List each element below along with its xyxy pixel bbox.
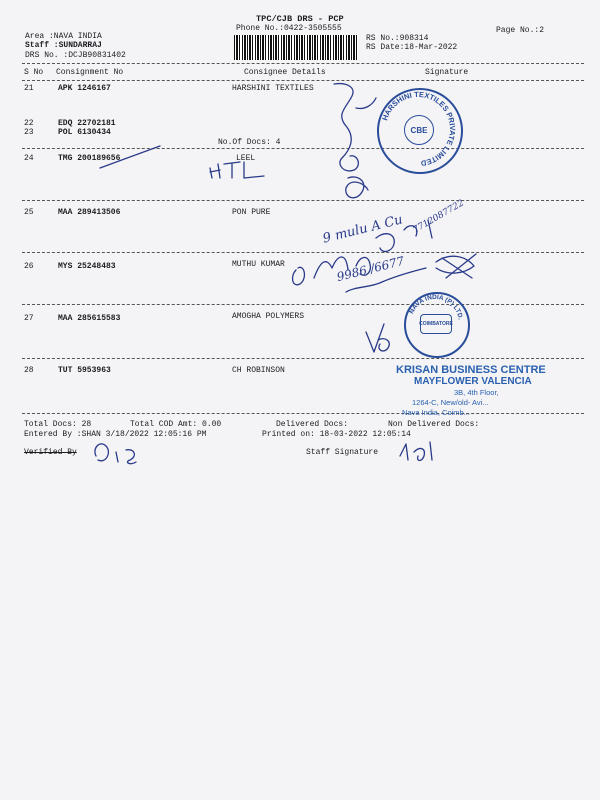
- row-consignment: TUT 5953963: [58, 366, 111, 375]
- total-docs: Total Docs: 28: [24, 420, 92, 429]
- entered-by: Entered By :SHAN 3/18/2022 12:05:16 PM: [24, 430, 207, 439]
- row-consignee: No.Of Docs: 4: [218, 138, 281, 147]
- area: Area :NAVA INDIA: [25, 32, 102, 41]
- row-sno: 22: [24, 119, 34, 128]
- phone-number: Phone No.:0422-3505555: [236, 24, 342, 33]
- row-divider: [22, 200, 584, 201]
- page-number: Page No.:2: [496, 26, 545, 35]
- svg-text:NAVA INDIA (P) LTD.: NAVA INDIA (P) LTD.: [408, 293, 464, 321]
- slash-mark: [96, 142, 166, 172]
- row-consignment: MAA 289413506: [58, 208, 121, 217]
- signature-row-27: [362, 318, 402, 358]
- col-header-consignee: Consignee Details: [244, 68, 326, 77]
- row-sno: 21: [24, 84, 34, 93]
- harshini-company-stamp: [377, 88, 463, 174]
- row-consignee: MUTHU KUMAR: [232, 260, 285, 269]
- row-consignment: MYS 25248483: [58, 262, 116, 271]
- staff-signature-label: Staff Signature: [306, 448, 379, 457]
- stamp-center: COIMBATORE: [420, 314, 452, 334]
- staff-signature: [396, 436, 456, 466]
- row-divider: [22, 304, 584, 305]
- signature-row-24: [206, 150, 276, 180]
- document-title: TPC/CJB DRS - PCP: [256, 14, 344, 24]
- svg-text:HARSHINI TEXTILES PRIVATE LIMI: HARSHINI TEXTILES PRIVATE LIMITED: [380, 89, 458, 168]
- handwritten-name: 9 mulu A Cu: [321, 212, 405, 247]
- total-cod-amount: Total COD Amt: 0.00: [130, 420, 222, 429]
- row-sno: 27: [24, 314, 34, 323]
- row-consignee: HARSHINI TEXTILES: [232, 84, 314, 93]
- row-consignee: LEEL: [236, 154, 256, 163]
- row-consignee: PON PURE: [232, 208, 271, 217]
- krisan-stamp-line: 3B, 4th Floor,: [454, 388, 499, 397]
- col-header-signature: Signature: [425, 68, 469, 77]
- krisan-stamp-line: Nava India, Coimb...: [402, 408, 470, 417]
- row-consignment: EDQ 22702181: [58, 119, 116, 128]
- footer-divider: [22, 413, 584, 414]
- stamp-center: CBE: [404, 115, 434, 145]
- row-sno: 24: [24, 154, 34, 163]
- staff-name: Staff :SUNDARRAJ: [25, 41, 102, 50]
- column-divider: [22, 80, 584, 81]
- nava-india-stamp: [404, 292, 470, 358]
- row-sno: 25: [24, 208, 34, 217]
- delivered-docs: Delivered Docs:: [276, 420, 349, 429]
- row-consignment: TMG 200189656: [58, 154, 121, 163]
- col-header-sno: S No: [24, 68, 44, 77]
- non-delivered-docs: Non Delivered Docs:: [388, 420, 480, 429]
- handwritten-phone: 9986 /6677: [335, 253, 406, 285]
- krisan-stamp-line: KRISAN BUSINESS CENTRE: [396, 364, 546, 376]
- signature-row-21: [328, 78, 388, 218]
- barcode: [234, 35, 358, 60]
- row-consignee: AMOGHA POLYMERS: [232, 312, 305, 321]
- header-divider: [22, 63, 584, 64]
- row-sno: 23: [24, 128, 34, 137]
- printed-on: Printed on: 18-03-2022 12:05:14: [262, 430, 411, 439]
- verified-by-label: Verified By: [24, 448, 77, 457]
- handwritten-digits: 7712087722: [411, 198, 466, 236]
- krisan-stamp-line: MAYFLOWER VALENCIA: [414, 376, 532, 387]
- rs-date: RS Date:18-Mar-2022: [366, 43, 458, 52]
- row-sno: 28: [24, 366, 34, 375]
- col-header-consignment: Consignment No: [56, 68, 124, 77]
- verified-by-signature: [90, 438, 150, 468]
- rs-number: RS No.:908314: [366, 34, 429, 43]
- row-consignment: APK 1246167: [58, 84, 111, 93]
- row-consignment: POL 6130434: [58, 128, 111, 137]
- krisan-stamp-line: 1264-C, New/old- Avi...: [412, 398, 489, 407]
- row-consignee: CH ROBINSON: [232, 366, 285, 375]
- row-sno: 26: [24, 262, 34, 271]
- drs-number: DRS No. :DCJB90831402: [25, 51, 126, 60]
- row-divider: [22, 358, 584, 359]
- row-consignment: MAA 285615583: [58, 314, 121, 323]
